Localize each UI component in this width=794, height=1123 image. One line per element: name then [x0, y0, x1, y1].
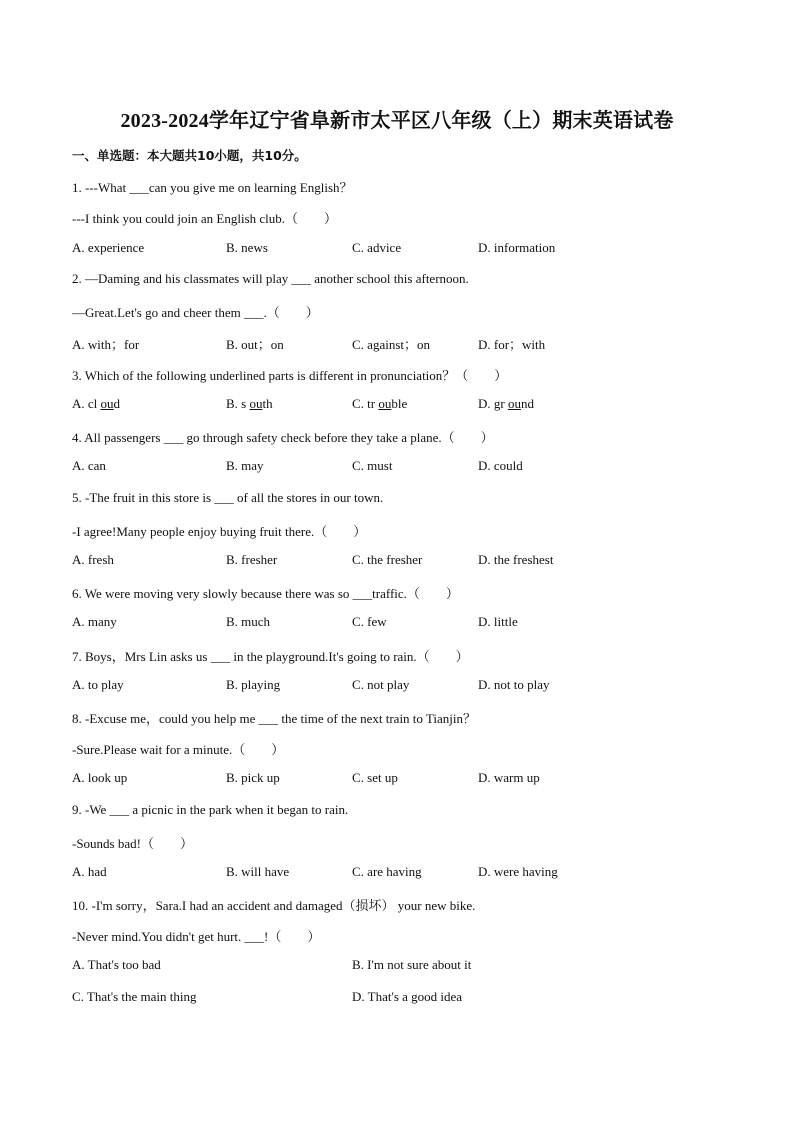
question-8-option-d[interactable]: D. warm up	[478, 770, 540, 785]
question-5-option-c[interactable]: C. the fresher	[352, 552, 423, 567]
question-4-option-a[interactable]: A. can	[72, 458, 106, 473]
question-1-option-b[interactable]: B. news	[226, 240, 268, 255]
option-a-underlined: ou	[100, 396, 114, 411]
question-10-prompt: -Never mind.You didn't get hurt. ___!（ ）	[72, 929, 321, 944]
question-8-option-a[interactable]: A. look up	[72, 770, 128, 785]
question-8-stem: 8. -Excuse me，could you help me ___ the time of the next train to Tianjin？	[72, 711, 477, 726]
question-2-option-a[interactable]: A. with；for	[72, 337, 140, 352]
question-8-option-c[interactable]: C. set up	[352, 770, 398, 785]
option-b-suffix: th	[262, 396, 273, 411]
option-d-suffix: nd	[520, 396, 534, 411]
question-4-option-d[interactable]: D. could	[478, 458, 523, 473]
question-7-stem: 7. Boys，Mrs Lin asks us ___ in the playground.It's going to rain.（ ）	[72, 649, 469, 664]
question-7-option-b[interactable]: B. playing	[226, 677, 281, 692]
question-1-option-c[interactable]: C. advice	[352, 240, 402, 255]
question-10-stem: 10. -I'm sorry，Sara.I had an accident and damaged（损坏） your new bike.	[72, 898, 476, 913]
question-4-option-c[interactable]: C. must	[352, 458, 393, 473]
question-6-option-b[interactable]: B. much	[226, 614, 271, 629]
question-9-option-b[interactable]: B. will have	[226, 864, 290, 879]
page-title: 2023-2024学年辽宁省阜新市太平区八年级（上）期末英语试卷	[120, 110, 674, 132]
option-d-prefix: D. gr	[478, 396, 508, 411]
question-2-option-d[interactable]: D. for；with	[478, 337, 546, 352]
question-8-prompt: -Sure.Please wait for a minute.（ ）	[72, 742, 285, 757]
question-5-stem: 5. -The fruit in this store is ___ of all the stores in our town.	[72, 490, 384, 505]
question-1-prompt: ---I think you could join an English club.（ ）	[72, 211, 338, 226]
question-2-prompt: —Great.Let's go and cheer them ___.（ ）	[72, 305, 319, 320]
option-c-prefix: C. tr	[352, 396, 379, 411]
question-1-option-a[interactable]: A. experience	[72, 240, 145, 255]
question-8-option-b[interactable]: B. pick up	[226, 770, 280, 785]
question-5-option-b[interactable]: B. fresher	[226, 552, 278, 567]
question-2-stem: 2. —Daming and his classmates will play ___ another school this afternoon.	[72, 271, 469, 286]
question-9-stem: 9. -We ___ a picnic in the park when it began to rain.	[72, 802, 349, 817]
question-5-prompt: -I agree!Many people enjoy buying fruit there.（ ）	[72, 524, 367, 539]
question-6-option-a[interactable]: A. many	[72, 614, 117, 629]
question-3-option-d[interactable]	[478, 396, 534, 412]
question-10-option-d[interactable]: D. That's a good idea	[352, 989, 463, 1004]
question-2-option-b[interactable]: B. out；on	[226, 337, 284, 352]
question-3-option-a[interactable]	[72, 396, 120, 412]
question-9-option-c[interactable]: C. are having	[352, 864, 422, 879]
question-7-option-c[interactable]: C. not play	[352, 677, 410, 692]
option-b-underlined: ou	[249, 396, 263, 411]
question-1-stem: 1. ---What ___can you give me on learning English？	[72, 180, 353, 195]
question-10-option-a[interactable]: A. That's too bad	[72, 957, 161, 972]
question-9-option-a[interactable]: A. had	[72, 864, 107, 879]
question-6-stem: 6. We were moving very slowly because there was so ___traffic.（ ）	[72, 586, 459, 601]
question-4-option-b[interactable]: B. may	[226, 458, 264, 473]
question-6-option-c[interactable]: C. few	[352, 614, 387, 629]
question-9-option-d[interactable]: D. were having	[478, 864, 558, 879]
question-4-stem: 4. All passengers ___ go through safety check before they take a plane.（ ）	[72, 430, 494, 445]
option-c-suffix: ble	[391, 396, 408, 411]
question-1-option-d[interactable]: D. information	[478, 240, 556, 255]
option-a-suffix: d	[113, 396, 121, 411]
question-5-option-d[interactable]: D. the freshest	[478, 552, 554, 567]
question-7-option-a[interactable]: A. to play	[72, 677, 124, 692]
question-3-option-b[interactable]	[226, 396, 273, 412]
option-c-underlined: ou	[378, 396, 392, 411]
question-3-option-c[interactable]	[352, 396, 407, 412]
option-b-prefix: B. s	[226, 396, 250, 411]
question-7-option-d[interactable]: D. not to play	[478, 677, 550, 692]
section-heading: 一、单选题：本大题共10小题，共10分。	[72, 148, 307, 163]
question-10-option-b[interactable]: B. I'm not sure about it	[352, 957, 472, 972]
option-d-underlined: ou	[507, 396, 521, 411]
question-5-option-a[interactable]: A. fresh	[72, 552, 114, 567]
question-9-prompt: -Sounds bad!（ ）	[72, 836, 193, 851]
option-a-prefix: A. cl	[72, 396, 101, 411]
question-3-stem: 3. Which of the following underlined parts is different in pronunciation？（ ）	[72, 368, 508, 383]
question-10-option-c[interactable]: C. That's the main thing	[72, 989, 197, 1004]
question-2-option-c[interactable]: C. against；on	[352, 337, 430, 352]
question-6-option-d[interactable]: D. little	[478, 614, 518, 629]
